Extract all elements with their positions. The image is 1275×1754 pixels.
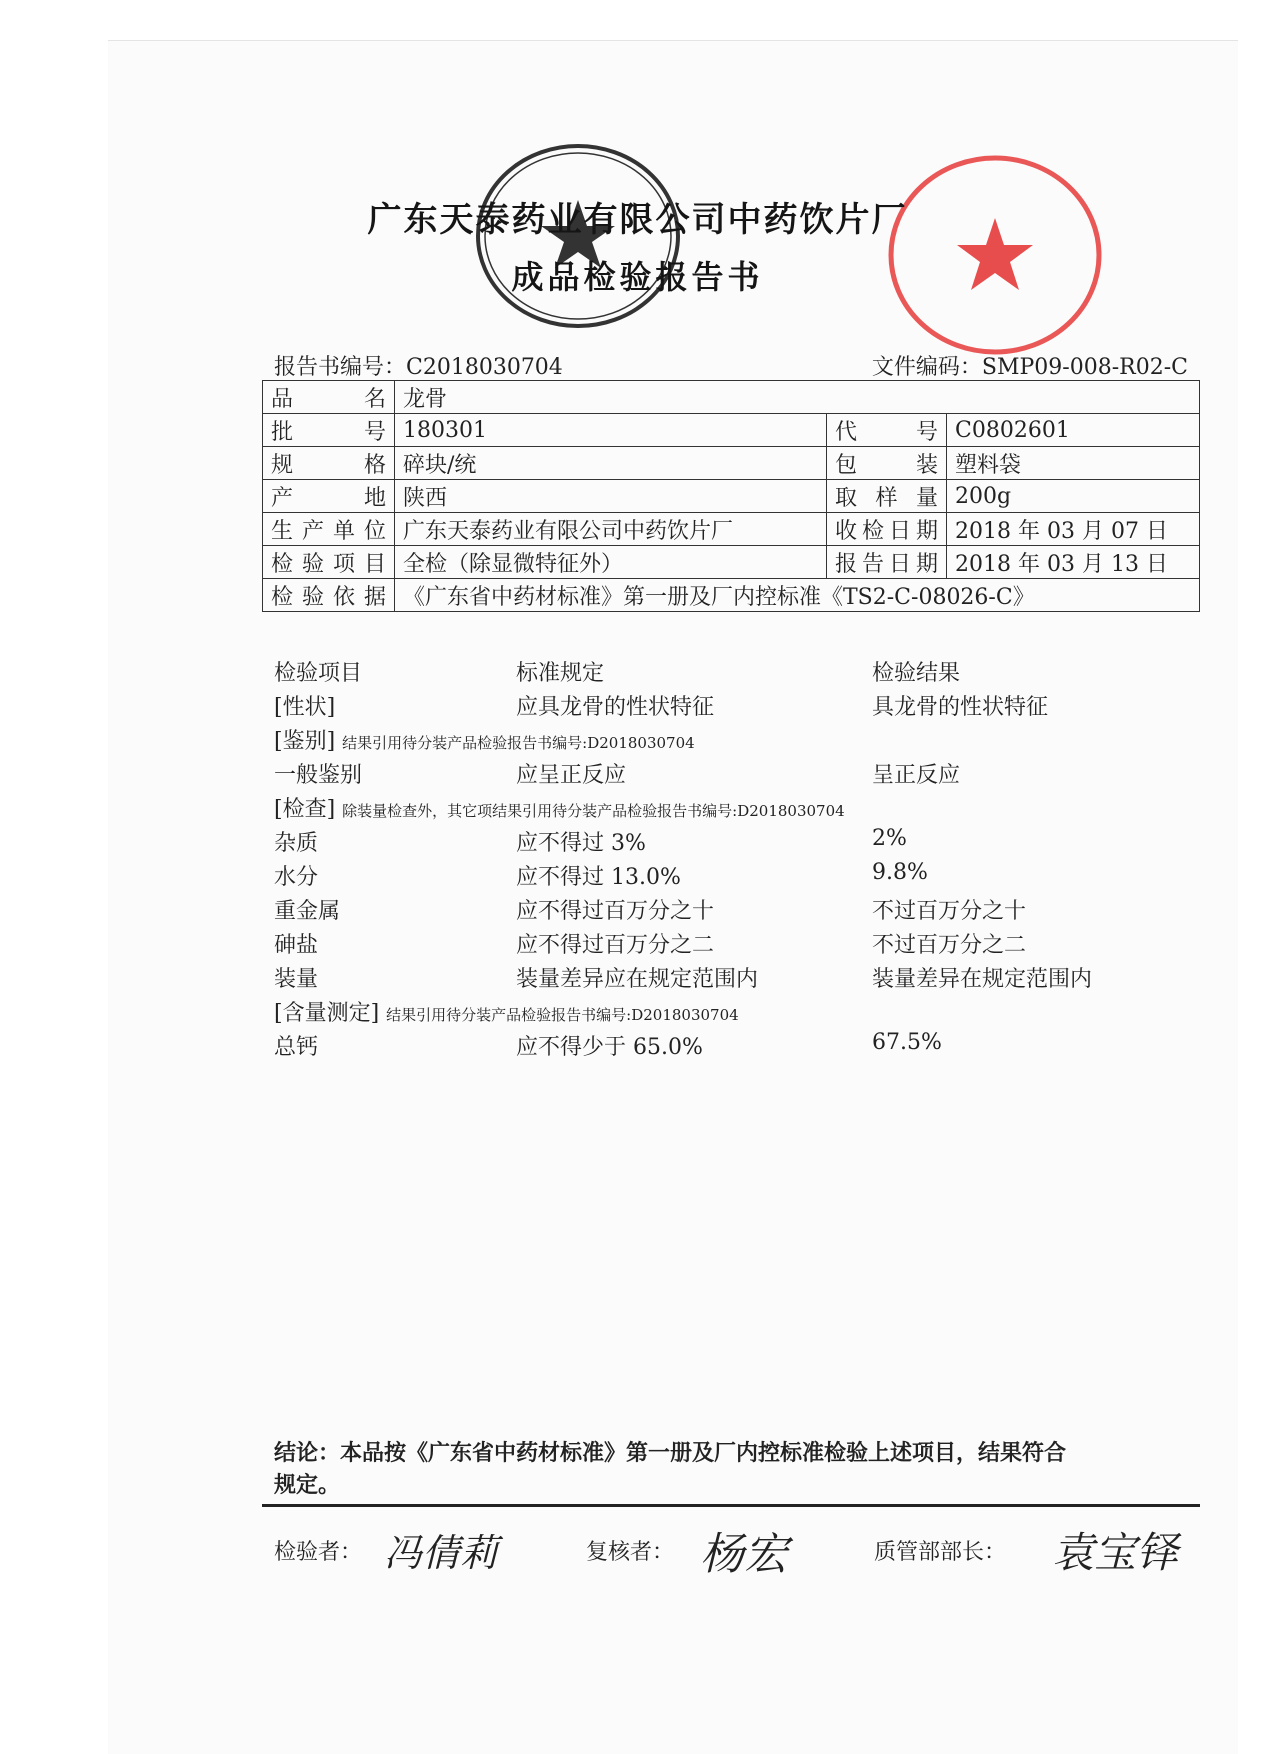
result-item-name: 装量 [274, 967, 319, 992]
sample-label: 取 样 量 [827, 480, 947, 513]
maker-value: 广东天泰药业有限公司中药饮片厂 [395, 513, 827, 546]
reviewer-signature: 杨宏 [700, 1529, 788, 1580]
results-header-item: 检验项目 [274, 661, 363, 686]
result-item-name: [性状] [274, 695, 336, 720]
conclusion-line-1: 结论：本品按《广东省中药材标准》第一册及厂内控标准检验上述项目，结果符合 [274, 1441, 1067, 1466]
manager-label: 质管部部长： [874, 1540, 1007, 1565]
product-value: 龙骨 [395, 381, 1200, 414]
inspector-signature: 冯倩莉 [384, 1531, 499, 1575]
section-note: 结果引用待分装产品检验报告书编号:D2018030704 [386, 1006, 739, 1024]
basis-value: 《广东省中药材标准》第一册及厂内控标准《TS2-C-08026-C》 [395, 579, 1200, 612]
result-item-standard: 应不得过百万分之十 [516, 899, 715, 924]
table-row [263, 480, 1200, 513]
spec-label: 规 格 [263, 447, 395, 480]
batch-label: 批 号 [263, 414, 395, 447]
results-header-result: 检验结果 [872, 661, 961, 686]
reviewer-label: 复核者： [586, 1540, 675, 1565]
result-item-name: 重金属 [274, 899, 341, 924]
pack-label: 包 装 [827, 447, 947, 480]
section-name [274, 996, 739, 1027]
result-item-name: 杂质 [274, 831, 319, 856]
report-number: 报告书编号：C2018030704 [274, 355, 563, 380]
table-row [263, 513, 1200, 546]
conclusion-line-2: 规定。 [274, 1473, 341, 1498]
receive-date-label: 收检日期 [827, 513, 947, 546]
spec-value: 碎块/统 [395, 447, 827, 480]
result-item-name: 水分 [274, 865, 319, 890]
receive-date-value: 2018 年 03 月 07 日 [947, 513, 1200, 546]
result-item-standard: 应具龙骨的性状特征 [516, 695, 715, 720]
document-title: 成品检验报告书 [511, 258, 764, 296]
pack-value: 塑料袋 [947, 447, 1200, 480]
info-table [262, 380, 1200, 612]
section-name [274, 792, 845, 823]
results-header-standard: 标准规定 [516, 661, 605, 686]
result-item-standard: 装量差异应在规定范围内 [516, 967, 759, 992]
report-date-label: 报告日期 [827, 546, 947, 579]
inspector-label: 检验者： [274, 1540, 363, 1565]
result-item-result: 9.8% [872, 860, 928, 885]
items-label: 检验项目 [263, 546, 395, 579]
result-item-result: 不过百万分之十 [872, 899, 1027, 924]
basis-label: 检验依据 [263, 579, 395, 612]
result-item-standard: 应不得过 3% [516, 831, 646, 856]
company-title: 广东天泰药业有限公司中药饮片厂 [367, 200, 908, 240]
origin-value: 陕西 [395, 480, 827, 513]
result-item-standard: 应不得少于 65.0% [516, 1035, 703, 1060]
table-row [263, 579, 1200, 612]
section-name [274, 724, 695, 755]
report-date-value: 2018 年 03 月 13 日 [947, 546, 1200, 579]
result-item-result: 具龙骨的性状特征 [872, 695, 1049, 720]
code-label: 代 号 [827, 414, 947, 447]
result-item-result: 2% [872, 826, 907, 851]
sample-value: 200g [947, 480, 1200, 513]
result-item-result: 装量差异在规定范围内 [872, 967, 1093, 992]
items-value: 全检（除显微特征外） [395, 546, 827, 579]
result-item-result: 呈正反应 [872, 763, 961, 788]
result-item-name: 一般鉴别 [274, 763, 363, 788]
table-row [263, 546, 1200, 579]
divider [262, 1504, 1200, 1507]
section-label: [鉴别] [274, 729, 336, 754]
section-note: 结果引用待分装产品检验报告书编号:D2018030704 [342, 734, 695, 752]
code-value: C0802601 [947, 414, 1200, 447]
section-label: [含量测定] [274, 1001, 380, 1026]
section-label: [检查] [274, 797, 336, 822]
file-number: 文件编码：SMP09-008-R02-C [871, 355, 1188, 380]
product-label: 品 名 [263, 381, 395, 414]
result-item-standard: 应不得过百万分之二 [516, 933, 715, 958]
maker-label: 生产单位 [263, 513, 395, 546]
batch-value: 180301 [395, 414, 827, 447]
origin-label: 产 地 [263, 480, 395, 513]
section-note: 除装量检查外，其它项结果引用待分装产品检验报告书编号:D2018030704 [342, 802, 845, 820]
result-item-name: 砷盐 [274, 933, 319, 958]
result-item-standard: 应不得过 13.0% [516, 865, 681, 890]
table-row [263, 381, 1200, 414]
result-item-standard: 应呈正反应 [516, 763, 627, 788]
manager-signature: 袁宝铎 [1052, 1528, 1179, 1577]
table-row [263, 414, 1200, 447]
result-item-name: 总钙 [274, 1035, 319, 1060]
result-item-result: 不过百万分之二 [872, 933, 1027, 958]
result-item-result: 67.5% [872, 1030, 942, 1055]
table-row [263, 447, 1200, 480]
